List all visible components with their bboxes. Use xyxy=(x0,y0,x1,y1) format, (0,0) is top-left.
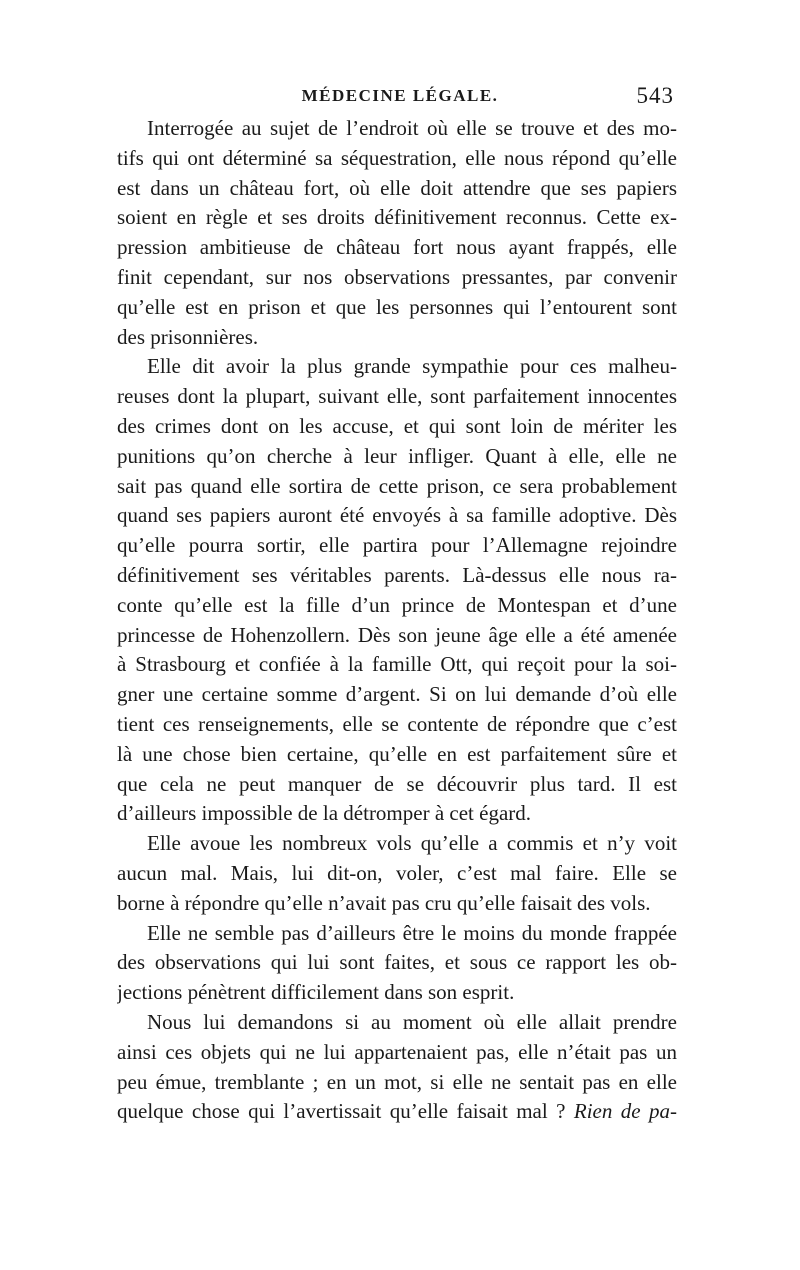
running-title: MÉDECINE LÉGALE. xyxy=(301,86,499,105)
text-line: des prisonnières. xyxy=(117,324,259,349)
text-line: tifs qui ont déterminé sa séquestration, elle nous répond qu’elle xyxy=(117,145,677,170)
text-line: pression ambitieuse de château fort nous ayant frappés, elle xyxy=(117,235,677,260)
text-line: gner une certaine somme d’argent. Si on lui demande d’où elle xyxy=(117,682,677,707)
text-line: que cela ne peut manquer de se découvrir plus tard. Il est xyxy=(117,771,677,796)
text-line-final xyxy=(117,1097,677,1127)
text-line: est dans un château fort, où elle doit attendre que ses papiers xyxy=(117,175,677,200)
text-line: jections pénètrent difficilement dans son esprit. xyxy=(117,980,515,1005)
text-line: des crimes dont on les accuse, et qui sont loin de mériter les xyxy=(117,413,677,438)
body-text xyxy=(117,114,677,1127)
text-line: Nous lui demandons si au moment où elle allait prendre xyxy=(147,1009,677,1034)
text-line: quand ses papiers auront été envoyés à sa famille adoptive. Dès xyxy=(117,503,677,528)
text-line: peu émue, tremblante ; en un mot, si elle ne sentait pas en elle xyxy=(117,1069,677,1094)
text-line: borne à répondre qu’elle n’avait pas cru qu’elle faisait des vols. xyxy=(117,890,651,915)
page-number: 543 xyxy=(636,83,674,108)
text-line: aucun mal. Mais, lui dit-on, voler, c’est mal faire. Elle se xyxy=(117,860,677,885)
text-line: ainsi ces objets qui ne lui appartenaient pas, elle n’était pas un xyxy=(117,1039,677,1064)
text-line: Elle avoue les nombreux vols qu’elle a commis et n’y voit xyxy=(147,831,677,856)
text-line: définitivement ses véritables parents. Là-dessus elle nous ra- xyxy=(117,562,677,587)
text-line: là une chose bien certaine, qu’elle en est parfaitement sûre et xyxy=(117,741,677,766)
text-line: sait pas quand elle sortira de cette prison, ce sera probablement xyxy=(117,473,677,498)
text-line: Elle ne semble pas d’ailleurs être le moins du monde frappée xyxy=(147,920,677,945)
text-line: Elle dit avoir la plus grande sympathie pour ces malheu- xyxy=(147,354,677,379)
text-line: princesse de Hohenzollern. Dès son jeune âge elle a été amenée xyxy=(117,622,677,647)
text-line: Interrogée au sujet de l’endroit où elle se trouve et des mo- xyxy=(147,116,677,140)
text-line: des observations qui lui sont faites, et sous ce rapport les ob- xyxy=(117,950,677,975)
text-line: à Strasbourg et confiée à la famille Ott, qui reçoit pour la soi- xyxy=(117,652,677,677)
page-header xyxy=(118,83,682,116)
final-line-italic: Rien de pa- xyxy=(573,1099,677,1124)
text-line: finit cependant, sur nos observations pressantes, par convenir xyxy=(117,264,677,289)
text-line: qu’elle pourra sortir, elle partira pour l’Allemagne rejoindre xyxy=(117,533,677,558)
text-line: conte qu’elle est la fille d’un prince de Montespan et d’une xyxy=(117,592,677,617)
text-line: qu’elle est en prison et que les personnes qui l’entourent sont xyxy=(117,294,677,319)
text-line: d’ailleurs impossible de la détromper à cet égard. xyxy=(117,801,532,826)
text-line: tient ces renseignements, elle se contente de répondre que c’est xyxy=(117,711,677,736)
text-line: punitions qu’on cherche à leur infliger. Quant à elle, elle ne xyxy=(117,443,677,468)
text-line: soient en règle et ses droits définitivement reconnus. Cette ex- xyxy=(117,205,677,230)
final-line-text: quelque chose qui l’avertissait qu’elle faisait mal ? xyxy=(117,1099,566,1124)
text-line: reuses dont la plupart, suivant elle, sont parfaitement innocentes xyxy=(117,384,677,409)
